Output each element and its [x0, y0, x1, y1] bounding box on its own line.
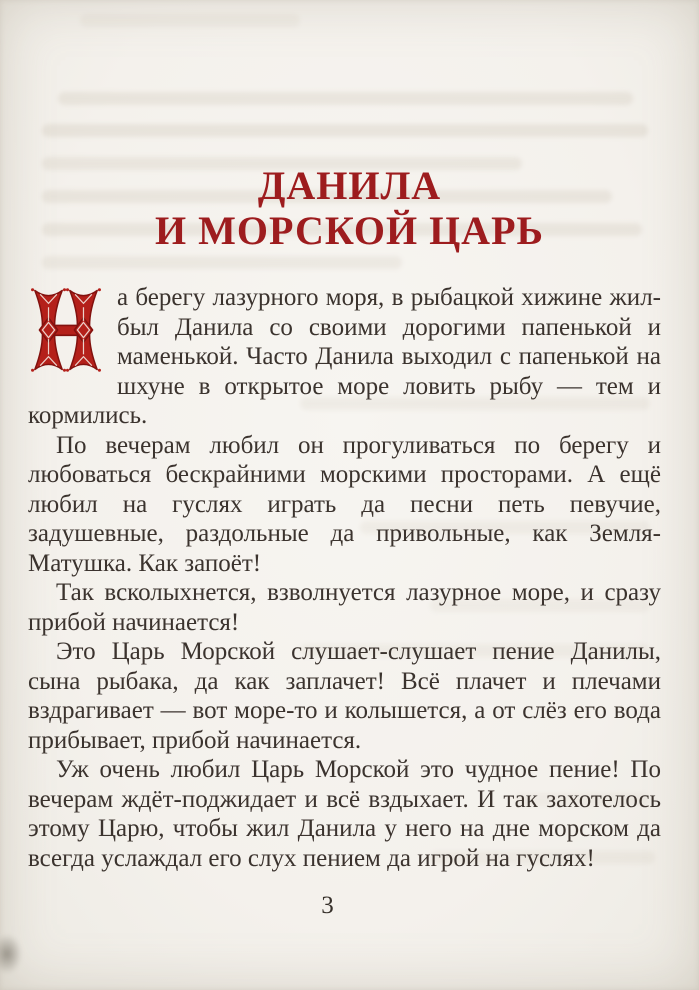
dropcap-letter-n: [28, 286, 104, 374]
story-title-line2: И МОРСКОЙ ЦАРЬ: [155, 208, 544, 253]
story-body: [28, 283, 661, 873]
story-title-line1: ДАНИЛА: [257, 163, 442, 208]
story-paragraph: Уж очень любил Царь Морской это чудное пение! По вечерам ждёт-поджидает и всё вздыхает. И так захотелось этому Царю, чтобы жил Данила у него на дне морском да всегда услаждал его слух пением да игрой на гуслях!: [28, 756, 661, 872]
story-paragraph: По вечерам любил он прогуливаться по берегу и любоваться бескрайними морскими просторами. А ещё любил на гуслях играть да песни петь певучие, задушевные, раздольные да привольные, как Земля-Матушка. Как запоёт!: [28, 431, 661, 577]
bleed-through-line: [80, 14, 300, 27]
story-paragraph: Так всколыхнется, взволнуется лазурное море, и сразу прибой начинается!: [28, 579, 661, 636]
story-paragraph-text: а берегу лазурного моря, в рыбацкой хижине жил-был Данила со своими дорогими папенькой и маменькой. Часто Данила выходил с папенькой на шхуне в открытое море ловить рыбу — тем и кормились.: [28, 284, 661, 429]
bleed-through-line: [42, 256, 402, 269]
page-number: 3: [321, 892, 334, 919]
bleed-through-line: [42, 124, 648, 137]
bleed-through-line: [58, 92, 633, 105]
story-title: [0, 163, 699, 253]
page-corner-shadow: [0, 934, 22, 974]
story-paragraph: [28, 283, 661, 431]
story-paragraph: Это Царь Морской слушает-слушает пение Данилы, сына рыбака, да как заплачет! Всё плачет и плечами вздрагивает — вот море-то и колышется, а от слёз его вода прибывает, прибой начинается.: [28, 638, 661, 754]
